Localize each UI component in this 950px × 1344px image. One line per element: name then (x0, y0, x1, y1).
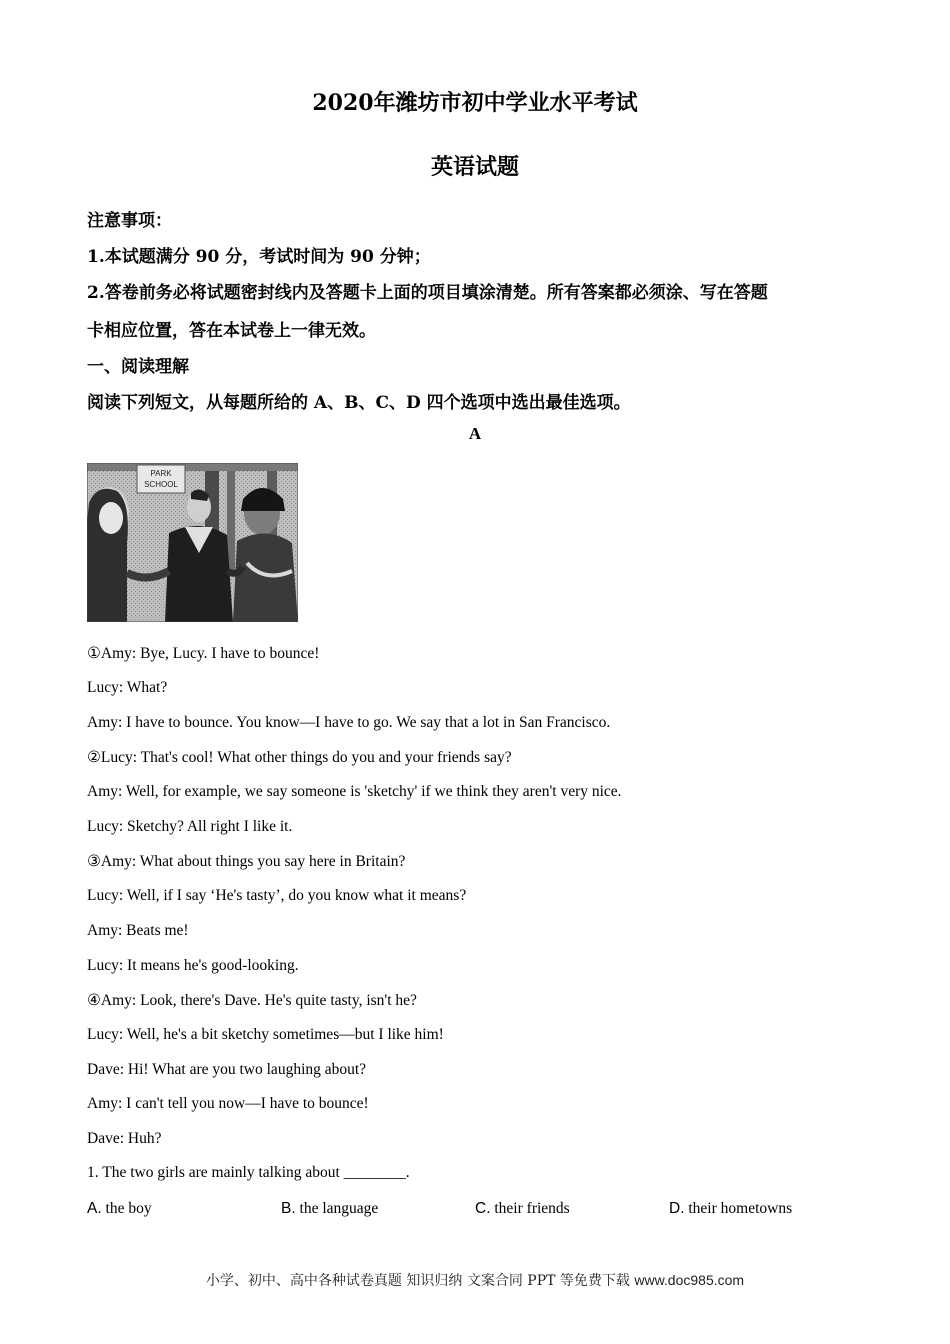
sign-line-2: SCHOOL (144, 480, 178, 489)
dialogue-line: ③Amy: What about things you say here in Britain? (87, 853, 406, 870)
sign-line-1: PARK (150, 469, 172, 478)
option-letter: C. (475, 1200, 491, 1217)
notes-item-2-line-2: 卡相应位置，答在本试卷上一律无效。 (87, 321, 376, 341)
question-1-stem: 1. The two girls are mainly talking about ________. (87, 1164, 410, 1181)
question-1-option-b[interactable] (281, 1200, 378, 1218)
question-1-option-c[interactable] (475, 1200, 570, 1218)
option-text: their friends (494, 1200, 570, 1217)
exam-title: 2020年潍坊市初中学业水平考试 (312, 90, 638, 116)
option-text: their hometowns (688, 1200, 793, 1217)
exam-subtitle: 英语试题 (430, 154, 519, 180)
notes-item-2-line-1: 2.答卷前务必将试题密封线内及答题卡上面的项目填涂清楚。所有答案都必须涂、写在答题 (87, 283, 768, 303)
dialogue-line: Lucy: What? (87, 679, 168, 696)
dialogue-line: ②Lucy: That's cool! What other things do you and your friends say? (87, 749, 512, 766)
question-1-option-a[interactable] (87, 1200, 152, 1218)
passage-label: A (468, 424, 482, 443)
option-text: the language (299, 1200, 379, 1217)
dialogue-line: Amy: I have to bounce. You know—I have to go. We say that a lot in San Francisco. (87, 714, 611, 731)
notes-item-1: 1.本试题满分 90 分，考试时间为 90 分钟； (87, 247, 431, 267)
option-text: the boy (105, 1200, 152, 1217)
option-letter: A. (87, 1200, 102, 1217)
section-title: 一、阅读理解 (87, 357, 189, 377)
dialogue-line: Lucy: Well, if I say ‘He's tasty’, do you know what it means? (87, 887, 467, 904)
dialogue-line: Lucy: Sketchy? All right I like it. (87, 818, 293, 835)
dialogue-line: Amy: I can't tell you now—I have to bounce! (87, 1095, 369, 1112)
question-1-option-d[interactable] (669, 1200, 792, 1218)
dialogue-line: Dave: Huh? (87, 1130, 162, 1147)
dialogue-line: Amy: Beats me! (87, 922, 189, 939)
dialogue-line: Amy: Well, for example, we say someone is 'sketchy' if we think they aren't very nice. (87, 783, 622, 800)
option-letter: B. (281, 1200, 296, 1217)
dialogue-line: ①Amy: Bye, Lucy. I have to bounce! (87, 645, 320, 662)
footer-link[interactable]: www.doc985.com (634, 1272, 745, 1288)
dialogue-line: ④Amy: Look, there's Dave. He's quite tasty, isn't he? (87, 992, 417, 1009)
notes-heading: 注意事项： (87, 211, 172, 231)
section-instruction: 阅读下列短文，从每题所给的 A、B、C、D 四个选项中选出最佳选项。 (87, 393, 631, 413)
dialogue-line: Lucy: Well, he's a bit sketchy sometimes—but I like him! (87, 1026, 444, 1043)
option-letter: D. (669, 1200, 685, 1217)
dialogue-line: Dave: Hi! What are you two laughing about? (87, 1061, 367, 1078)
footer-text: 小学、初中、高中各种试卷真题 知识归纳 文案合同 PPT 等免费下载 (205, 1273, 630, 1289)
passage-photo (87, 463, 298, 622)
footer (0, 1270, 950, 1290)
dialogue-line: Lucy: It means he's good-looking. (87, 957, 299, 974)
